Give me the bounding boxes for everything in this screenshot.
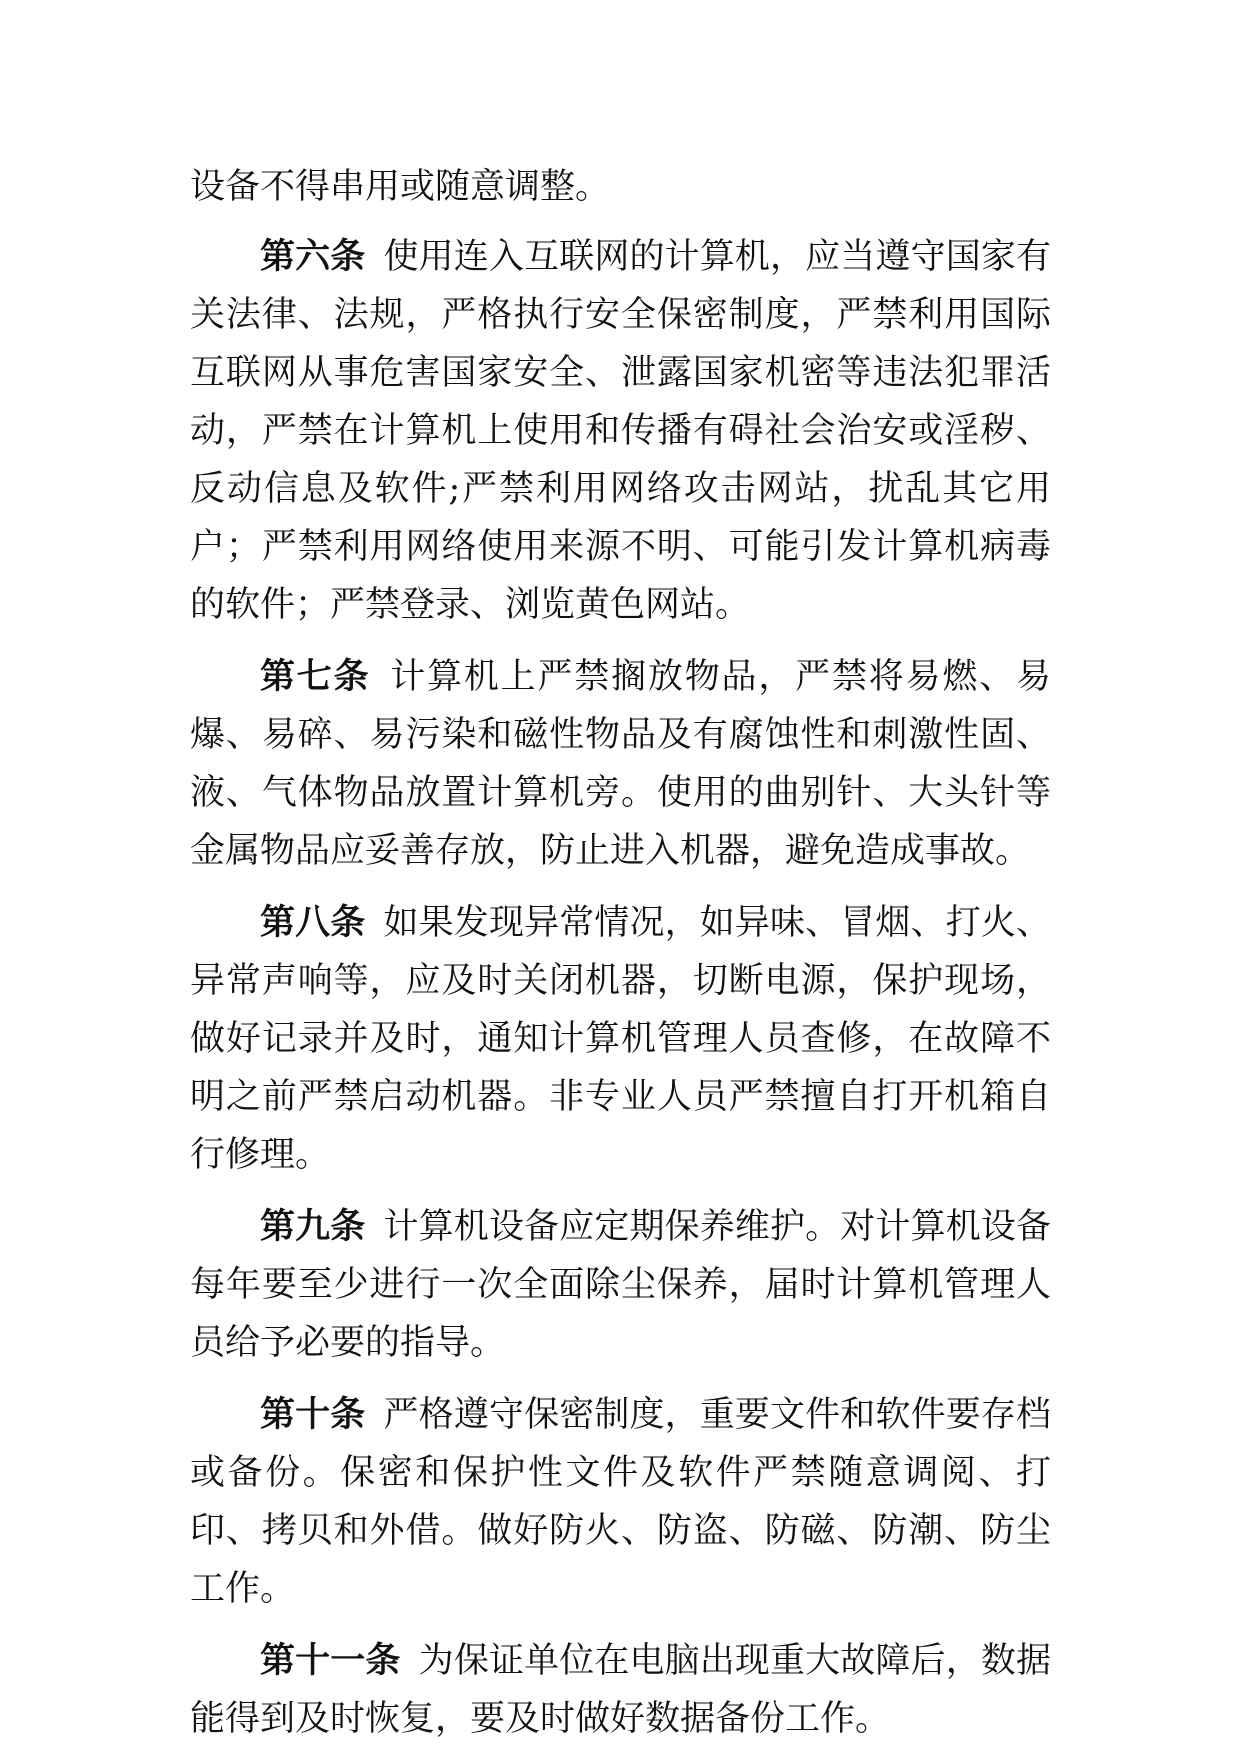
article-title: 第十一条 xyxy=(260,1641,401,1681)
article-text: 使用连入互联网的计算机，应当遵守国家有关法律、法规，严格执行安全保密制度，严禁利用国际互联网从事危害国家安全、泄露国家机密等违法犯罪活动，严禁在计算机上使用和传播有碍社会治安或淫秽、反动信息及软件;严禁利用网络攻击网站，扰乱其它用户；严禁利用网络使用来源不明、可能引发计算机病毒的软件；严禁登录、浏览黄色网站。 xyxy=(190,237,1051,625)
article-9 xyxy=(190,1198,1051,1372)
article-text: 计算机上严禁搁放物品，严禁将易燃、易爆、易碎、易污染和磁性物品及有腐蚀性和刺激性固、液、气体物品放置计算机旁。使用的曲别针、大头针等金属物品应妥善存放，防止进入机器，避免造成事故。 xyxy=(190,657,1051,871)
article-title: 第十条 xyxy=(260,1395,366,1435)
article-8 xyxy=(190,894,1051,1184)
article-text: 为保证单位在电脑出现重大故障后，数据能得到及时恢复，要及时做好数据备份工作。 xyxy=(190,1641,1051,1739)
article-title: 第八条 xyxy=(260,903,366,943)
article-6 xyxy=(190,228,1051,634)
continuation-paragraph: 设备不得串用或随意调整。 xyxy=(190,167,611,207)
article-10 xyxy=(190,1386,1051,1618)
article-title: 第九条 xyxy=(260,1207,366,1247)
article-text: 严格遵守保密制度，重要文件和软件要存档或备份。保密和保护性文件及软件严禁随意调阅、打印、拷贝和外借。做好防火、防盗、防磁、防潮、防尘工作。 xyxy=(190,1395,1051,1609)
article-text: 如果发现异常情况，如异味、冒烟、打火、异常声响等，应及时关闭机器，切断电源，保护现场，做好记录并及时，通知计算机管理人员查修，在故障不明之前严禁启动机器。非专业人员严禁擅自打开机箱自行修理。 xyxy=(190,903,1051,1175)
article-text: 计算机设备应定期保养维护。对计算机设备每年要至少进行一次全面除尘保养，届时计算机管理人员给予必要的指导。 xyxy=(190,1207,1051,1363)
article-7 xyxy=(190,648,1051,880)
article-title: 第七条 xyxy=(260,657,371,697)
article-11 xyxy=(190,1632,1051,1748)
document-body xyxy=(190,158,1051,1748)
article-title: 第六条 xyxy=(260,237,366,277)
